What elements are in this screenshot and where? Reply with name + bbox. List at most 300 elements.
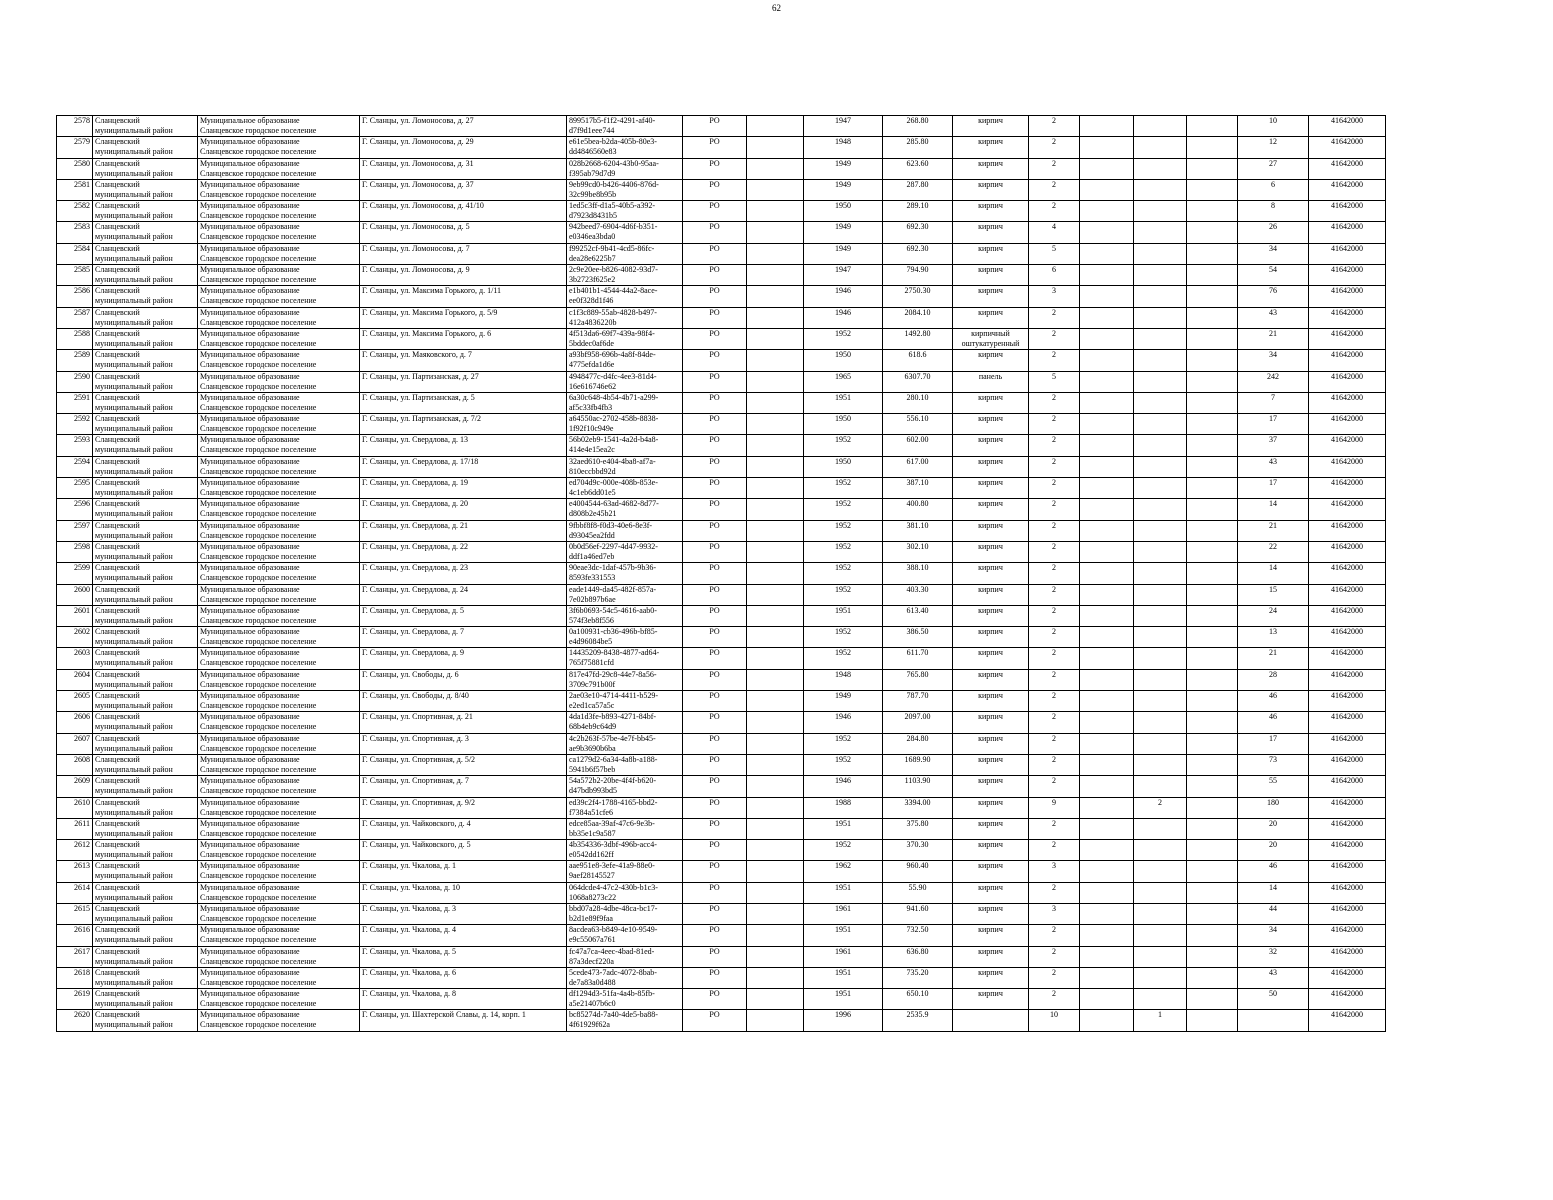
cell-line: Муниципальное образование [200, 776, 300, 786]
cell-ro: РО [683, 882, 747, 903]
cell-empty2 [1080, 137, 1134, 158]
cell-extra [1134, 137, 1187, 158]
cell-empty2 [1080, 861, 1134, 882]
cell-line: Сланцевское городское поселение [200, 551, 317, 561]
cell-area: 2535.9 [883, 1010, 953, 1031]
cell-guid [567, 116, 683, 137]
table-row [57, 201, 1386, 222]
cell-line: Сланцевский [95, 563, 140, 573]
cell-material: кирпич [953, 179, 1029, 200]
cell-line: Сланцевское городское поселение [200, 722, 317, 732]
cell-num: 2608 [57, 754, 93, 775]
cell-municipality [198, 712, 360, 733]
cell-address: Г. Сланцы, ул. Максима Горького, д. 1/11 [360, 286, 567, 307]
cell-empty1 [747, 478, 804, 499]
cell-address: Г. Сланцы, ул. Свободы, д. 8/40 [360, 691, 567, 712]
cell-empty1 [747, 925, 804, 946]
cell-apartments: 20 [1238, 818, 1309, 839]
table-row [57, 882, 1386, 903]
cell-extra [1134, 605, 1187, 626]
cell-material: кирпич [953, 563, 1029, 584]
cell-ro: РО [683, 925, 747, 946]
cell-district [93, 605, 198, 626]
cell-apartments: 34 [1238, 925, 1309, 946]
cell-empty3 [1187, 137, 1238, 158]
cell-num: 2614 [57, 882, 93, 903]
cell-material: панель [953, 371, 1029, 392]
table-row [57, 435, 1386, 456]
cell-ro: РО [683, 627, 747, 648]
cell-guid [567, 754, 683, 775]
cell-year: 1952 [804, 840, 883, 861]
cell-year: 1946 [804, 286, 883, 307]
cell-apartments: 43 [1238, 307, 1309, 328]
cell-ro: РО [683, 265, 747, 286]
cell-empty1 [747, 605, 804, 626]
cell-line: 817e47fd-29c8-44e7-8a56- [569, 669, 657, 679]
cell-extra [1134, 179, 1187, 200]
cell-apartments [1238, 1010, 1309, 1031]
cell-material: кирпич [953, 691, 1029, 712]
cell-municipality [198, 989, 360, 1010]
cell-apartments: 14 [1238, 882, 1309, 903]
cell-empty1 [747, 754, 804, 775]
cell-municipality [198, 669, 360, 690]
cell-oktmo: 41642000 [1309, 882, 1386, 903]
cell-line: 2ae03e10-4714-4411-b529- [569, 691, 659, 701]
cell-line: муниципальный район [95, 488, 173, 498]
cell-line: Муниципальное образование [200, 456, 300, 466]
cell-line: 2c9e20ee-b826-4082-93d7- [569, 265, 658, 275]
cell-num: 2601 [57, 605, 93, 626]
cell-apartments: 17 [1238, 414, 1309, 435]
cell-empty3 [1187, 286, 1238, 307]
cell-ro: РО [683, 286, 747, 307]
cell-apartments: 6 [1238, 179, 1309, 200]
cell-district [93, 265, 198, 286]
cell-line: Сланцевский [95, 414, 140, 424]
cell-floors: 2 [1029, 840, 1080, 861]
cell-empty2 [1080, 371, 1134, 392]
cell-empty2 [1080, 989, 1134, 1010]
cell-ro: РО [683, 563, 747, 584]
cell-line: d47bdb993bd5 [569, 786, 617, 796]
cell-line: муниципальный район [95, 913, 173, 923]
cell-line: Муниципальное образование [200, 584, 300, 594]
cell-ro: РО [683, 222, 747, 243]
cell-apartments: 24 [1238, 605, 1309, 626]
cell-apartments: 28 [1238, 669, 1309, 690]
cell-oktmo: 41642000 [1309, 307, 1386, 328]
cell-empty2 [1080, 733, 1134, 754]
cell-line: Сланцевский [95, 541, 140, 551]
cell-empty2 [1080, 797, 1134, 818]
cell-ro: РО [683, 669, 747, 690]
cell-line: Муниципальное образование [200, 882, 300, 892]
cell-floors: 2 [1029, 605, 1080, 626]
cell-area: 400.80 [883, 499, 953, 520]
cell-line: 32aed610-e404-4ba8-af7a- [569, 456, 656, 466]
cell-district [93, 478, 198, 499]
cell-line: 4775efda1d6e [569, 360, 615, 370]
cell-line: e4004544-63ad-4682-8d77- [569, 499, 659, 509]
cell-empty1 [747, 648, 804, 669]
cell-year: 1952 [804, 499, 883, 520]
cell-empty1 [747, 712, 804, 733]
cell-line: Муниципальное образование [200, 733, 300, 743]
cell-line: Сланцевский [95, 392, 140, 402]
cell-floors: 2 [1029, 158, 1080, 179]
cell-line: Сланцевский [95, 861, 140, 871]
cell-empty1 [747, 733, 804, 754]
cell-line: муниципальный район [95, 147, 173, 157]
cell-year: 1951 [804, 925, 883, 946]
cell-floors: 2 [1029, 478, 1080, 499]
cell-guid [567, 499, 683, 520]
cell-area: 556.10 [883, 414, 953, 435]
cell-area: 1689.90 [883, 754, 953, 775]
cell-oktmo: 41642000 [1309, 861, 1386, 882]
cell-floors: 10 [1029, 1010, 1080, 1031]
cell-municipality [198, 967, 360, 988]
cell-address: Г. Сланцы, ул. Спортивная, д. 5/2 [360, 754, 567, 775]
cell-district [93, 456, 198, 477]
cell-district [93, 116, 198, 137]
cell-line: a93bf958-696b-4a8f-84de- [569, 350, 656, 360]
cell-oktmo: 41642000 [1309, 286, 1386, 307]
cell-oktmo: 41642000 [1309, 946, 1386, 967]
cell-apartments: 50 [1238, 989, 1309, 1010]
cell-empty3 [1187, 328, 1238, 349]
cell-empty3 [1187, 818, 1238, 839]
cell-ro: РО [683, 712, 747, 733]
cell-material: кирпич [953, 116, 1029, 137]
cell-ro: РО [683, 818, 747, 839]
cell-ro: РО [683, 456, 747, 477]
cell-line: Сланцевское городское поселение [200, 488, 317, 498]
cell-empty1 [747, 435, 804, 456]
cell-address: Г. Сланцы, ул. Ломоносова, д. 29 [360, 137, 567, 158]
table-row [57, 946, 1386, 967]
cell-extra [1134, 158, 1187, 179]
cell-guid [567, 222, 683, 243]
cell-num: 2615 [57, 903, 93, 924]
cell-ro: РО [683, 499, 747, 520]
cell-year: 1952 [804, 328, 883, 349]
cell-address: Г. Сланцы, ул. Спортивная, д. 3 [360, 733, 567, 754]
cell-line: Сланцевский [95, 903, 140, 913]
cell-oktmo: 41642000 [1309, 733, 1386, 754]
cell-line: Муниципальное образование [200, 691, 300, 701]
cell-address: Г. Сланцы, ул. Чкалова, д. 4 [360, 925, 567, 946]
cell-line: Муниципальное образование [200, 222, 300, 232]
cell-empty2 [1080, 1010, 1134, 1031]
cell-area: 623.60 [883, 158, 953, 179]
table-row [57, 776, 1386, 797]
cell-year: 1951 [804, 967, 883, 988]
cell-year: 1946 [804, 776, 883, 797]
cell-district [93, 328, 198, 349]
cell-empty2 [1080, 563, 1134, 584]
cell-floors: 2 [1029, 520, 1080, 541]
cell-line: Сланцевский [95, 989, 140, 999]
table-row [57, 350, 1386, 371]
cell-num: 2609 [57, 776, 93, 797]
cell-district [93, 712, 198, 733]
cell-num: 2591 [57, 392, 93, 413]
cell-line: Муниципальное образование [200, 797, 300, 807]
cell-line: Муниципальное образование [200, 265, 300, 275]
cell-material: кирпич [953, 605, 1029, 626]
cell-line: Сланцевский [95, 328, 140, 338]
cell-material: кирпич [953, 541, 1029, 562]
cell-line: Сланцевский [95, 1010, 140, 1020]
cell-district [93, 627, 198, 648]
table-row [57, 967, 1386, 988]
cell-empty3 [1187, 414, 1238, 435]
cell-year: 1952 [804, 584, 883, 605]
cell-line: Муниципальное образование [200, 137, 300, 147]
cell-extra [1134, 712, 1187, 733]
cell-extra [1134, 818, 1187, 839]
cell-material: кирпич [953, 946, 1029, 967]
cell-material: кирпич [953, 584, 1029, 605]
cell-district [93, 371, 198, 392]
cell-empty2 [1080, 201, 1134, 222]
cell-num: 2580 [57, 158, 93, 179]
cell-line: муниципальный район [95, 402, 173, 412]
cell-municipality [198, 776, 360, 797]
cell-year: 1951 [804, 882, 883, 903]
cell-ro: РО [683, 584, 747, 605]
cell-line: Сланцевское городское поселение [200, 594, 317, 604]
cell-area: 611.70 [883, 648, 953, 669]
cell-empty2 [1080, 435, 1134, 456]
cell-apartments: 32 [1238, 946, 1309, 967]
cell-empty3 [1187, 669, 1238, 690]
cell-district [93, 243, 198, 264]
cell-extra [1134, 861, 1187, 882]
cell-line: 1068a8273c22 [569, 892, 617, 902]
cell-empty2 [1080, 818, 1134, 839]
cell-guid [567, 840, 683, 861]
cell-floors: 2 [1029, 350, 1080, 371]
cell-line: Сланцевский [95, 776, 140, 786]
cell-municipality [198, 414, 360, 435]
cell-municipality [198, 243, 360, 264]
cell-line: dd4846560e83 [569, 147, 617, 157]
cell-num: 2604 [57, 669, 93, 690]
cell-guid [567, 797, 683, 818]
cell-line: муниципальный район [95, 338, 173, 348]
cell-line: Сланцевское городское поселение [200, 232, 317, 242]
cell-material [953, 328, 1029, 349]
cell-oktmo: 41642000 [1309, 1010, 1386, 1031]
cell-year: 1988 [804, 797, 883, 818]
cell-municipality [198, 328, 360, 349]
cell-year: 1946 [804, 712, 883, 733]
cell-num: 2598 [57, 541, 93, 562]
cell-year: 1951 [804, 392, 883, 413]
cell-empty2 [1080, 691, 1134, 712]
cell-empty3 [1187, 499, 1238, 520]
cell-area: 2097.00 [883, 712, 953, 733]
cell-line: муниципальный район [95, 189, 173, 199]
cell-empty2 [1080, 754, 1134, 775]
cell-empty3 [1187, 903, 1238, 924]
cell-floors: 2 [1029, 967, 1080, 988]
cell-material: кирпич [953, 456, 1029, 477]
cell-line: Муниципальное образование [200, 350, 300, 360]
cell-line: муниципальный район [95, 594, 173, 604]
cell-guid [567, 265, 683, 286]
cell-empty1 [747, 371, 804, 392]
cell-num: 2607 [57, 733, 93, 754]
table-row [57, 797, 1386, 818]
cell-floors: 2 [1029, 456, 1080, 477]
cell-line: 4c1eb6dd01e5 [569, 488, 616, 498]
cell-district [93, 137, 198, 158]
table-row [57, 903, 1386, 924]
cell-material: кирпич [953, 754, 1029, 775]
cell-line: муниципальный район [95, 701, 173, 711]
cell-district [93, 1010, 198, 1031]
cell-empty1 [747, 392, 804, 413]
cell-ro: РО [683, 691, 747, 712]
cell-line: 16e616746e62 [569, 381, 617, 391]
cell-area: 284.80 [883, 733, 953, 754]
cell-line: муниципальный район [95, 764, 173, 774]
table-row [57, 478, 1386, 499]
table-row [57, 499, 1386, 520]
cell-line: Сланцевское городское поселение [200, 253, 317, 263]
cell-line: 9fbbf8f8-f0d3-40e6-8e3f- [569, 520, 653, 530]
table-row [57, 669, 1386, 690]
cell-ro: РО [683, 328, 747, 349]
cell-area: 1103.90 [883, 776, 953, 797]
cell-line: Сланцевский [95, 435, 140, 445]
cell-empty2 [1080, 840, 1134, 861]
cell-year: 1946 [804, 307, 883, 328]
cell-municipality [198, 520, 360, 541]
cell-line: Сланцевское городское поселение [200, 573, 317, 583]
cell-empty3 [1187, 733, 1238, 754]
cell-apartments: 55 [1238, 776, 1309, 797]
cell-line: Муниципальное образование [200, 1010, 300, 1020]
cell-line: Сланцевский [95, 158, 140, 168]
cell-extra [1134, 371, 1187, 392]
cell-area: 618.6 [883, 350, 953, 371]
cell-num: 2596 [57, 499, 93, 520]
cell-material: кирпич [953, 350, 1029, 371]
cell-empty2 [1080, 648, 1134, 669]
cell-address: Г. Сланцы, ул. Свердлова, д. 24 [360, 584, 567, 605]
cell-floors: 2 [1029, 946, 1080, 967]
cell-extra [1134, 116, 1187, 137]
cell-line: Муниципальное образование [200, 967, 300, 977]
cell-line: 32c99be8b95b [569, 189, 617, 199]
cell-num: 2578 [57, 116, 93, 137]
table-row [57, 137, 1386, 158]
cell-line: Сланцевское городское поселение [200, 786, 317, 796]
cell-empty3 [1187, 201, 1238, 222]
cell-floors: 2 [1029, 499, 1080, 520]
cell-empty1 [747, 541, 804, 562]
cell-line: Сланцевское городское поселение [200, 892, 317, 902]
cell-floors: 2 [1029, 201, 1080, 222]
cell-area: 280.10 [883, 392, 953, 413]
cell-num: 2617 [57, 946, 93, 967]
cell-num: 2584 [57, 243, 93, 264]
cell-line: Сланцевское городское поселение [200, 658, 317, 668]
cell-line: Сланцевское городское поселение [200, 679, 317, 689]
cell-floors: 4 [1029, 222, 1080, 243]
cell-area: 285.80 [883, 137, 953, 158]
cell-extra [1134, 392, 1187, 413]
cell-empty3 [1187, 392, 1238, 413]
table-row [57, 265, 1386, 286]
cell-empty3 [1187, 158, 1238, 179]
cell-num: 2581 [57, 179, 93, 200]
cell-district [93, 797, 198, 818]
cell-district [93, 840, 198, 861]
cell-line: e61e5bea-b2da-405b-80e3- [569, 137, 657, 147]
cell-municipality [198, 307, 360, 328]
cell-district [93, 158, 198, 179]
cell-empty2 [1080, 520, 1134, 541]
cell-material: кирпич [953, 435, 1029, 456]
cell-address: Г. Сланцы, ул. Партизанская, д. 5 [360, 392, 567, 413]
cell-line: 90eae3dc-1daf-457b-9b36- [569, 563, 657, 573]
cell-municipality [198, 392, 360, 413]
cell-floors: 5 [1029, 243, 1080, 264]
cell-empty1 [747, 456, 804, 477]
cell-oktmo: 41642000 [1309, 137, 1386, 158]
cell-line: муниципальный район [95, 211, 173, 221]
cell-empty2 [1080, 265, 1134, 286]
cell-material: кирпич [953, 840, 1029, 861]
cell-floors: 2 [1029, 414, 1080, 435]
cell-empty3 [1187, 520, 1238, 541]
cell-guid [567, 307, 683, 328]
cell-num: 2612 [57, 840, 93, 861]
cell-material: кирпич [953, 222, 1029, 243]
cell-empty2 [1080, 946, 1134, 967]
cell-oktmo: 41642000 [1309, 754, 1386, 775]
cell-line: Муниципальное образование [200, 669, 300, 679]
cell-empty3 [1187, 861, 1238, 882]
table-row [57, 392, 1386, 413]
cell-line: Сланцевское городское поселение [200, 147, 317, 157]
table-row [57, 414, 1386, 435]
cell-area: 941.60 [883, 903, 953, 924]
cell-material: кирпич [953, 201, 1029, 222]
cell-line: Сланцевский [95, 882, 140, 892]
cell-line: муниципальный район [95, 275, 173, 285]
cell-year: 1952 [804, 648, 883, 669]
cell-municipality [198, 435, 360, 456]
cell-oktmo: 41642000 [1309, 265, 1386, 286]
cell-line: 7e02b897b6ae [569, 594, 616, 604]
cell-line: муниципальный район [95, 573, 173, 583]
cell-year: 1948 [804, 669, 883, 690]
cell-line: 1f92f10c949e [569, 424, 614, 434]
cell-municipality [198, 563, 360, 584]
cell-area: 55.90 [883, 882, 953, 903]
cell-num: 2587 [57, 307, 93, 328]
cell-year: 1949 [804, 179, 883, 200]
cell-empty1 [747, 414, 804, 435]
